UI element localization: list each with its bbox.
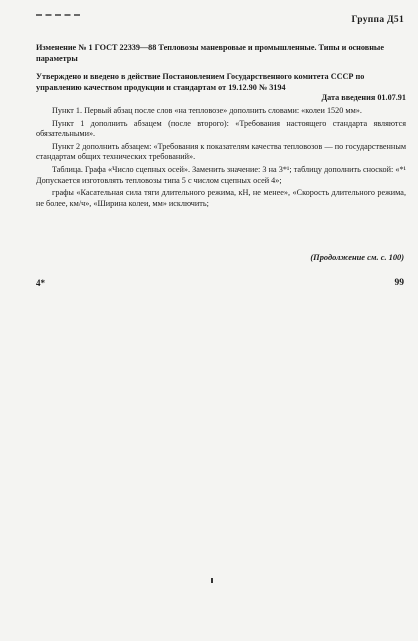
page-number: 99	[394, 278, 404, 288]
paragraph-2: Пункт 1 дополнить абзацем (после второго): «Требования настоящего стандарта являются обязательными».	[36, 118, 406, 139]
paragraph-4: Таблица. Графа «Число сцепных осей». Заменить значение: 3 на 3*¹; таблицу дополнить сноской: «*¹ Допускается изготовлять тепловозы типа 5 с числом сцепных осей 4»;	[36, 164, 406, 185]
paragraph-5: графы «Касательная сила тяги длительного режима, кН, не менее», «Скорость длительного режима, не более, км/ч», «Ширина колеи, мм» исключить;	[36, 188, 406, 208]
approval-text: Утверждено и введено в действие Постановлением Государственного комитета СССР по управлению качеством продукции и стандартам от 19.12.90 № 3194	[36, 72, 365, 92]
approval-statement	[36, 72, 406, 104]
signature-mark: 4*	[36, 278, 45, 288]
scan-speck	[211, 578, 213, 583]
group-code: Группа Д51	[351, 15, 404, 25]
paragraph-3: Пункт 2 дополнить абзацем: «Требования к показателям качества тепловозов — по государственным стандартам общих технических требований».	[36, 141, 406, 162]
top-margin-mark	[36, 14, 80, 21]
continuation-note: (Продолжение см. с. 100)	[310, 253, 404, 262]
amendment-title: Изменение № 1 ГОСТ 22339—88 Тепловозы маневровые и промышленные. Типы и основные параметры	[36, 43, 384, 63]
paragraph-1: Пункт 1. Первый абзац после слов «на тепловозе» дополнить словами: «колеи 1520 мм».	[52, 106, 362, 115]
effective-date: Дата введения 01.07.91	[321, 93, 406, 103]
amendment-body	[36, 106, 406, 211]
